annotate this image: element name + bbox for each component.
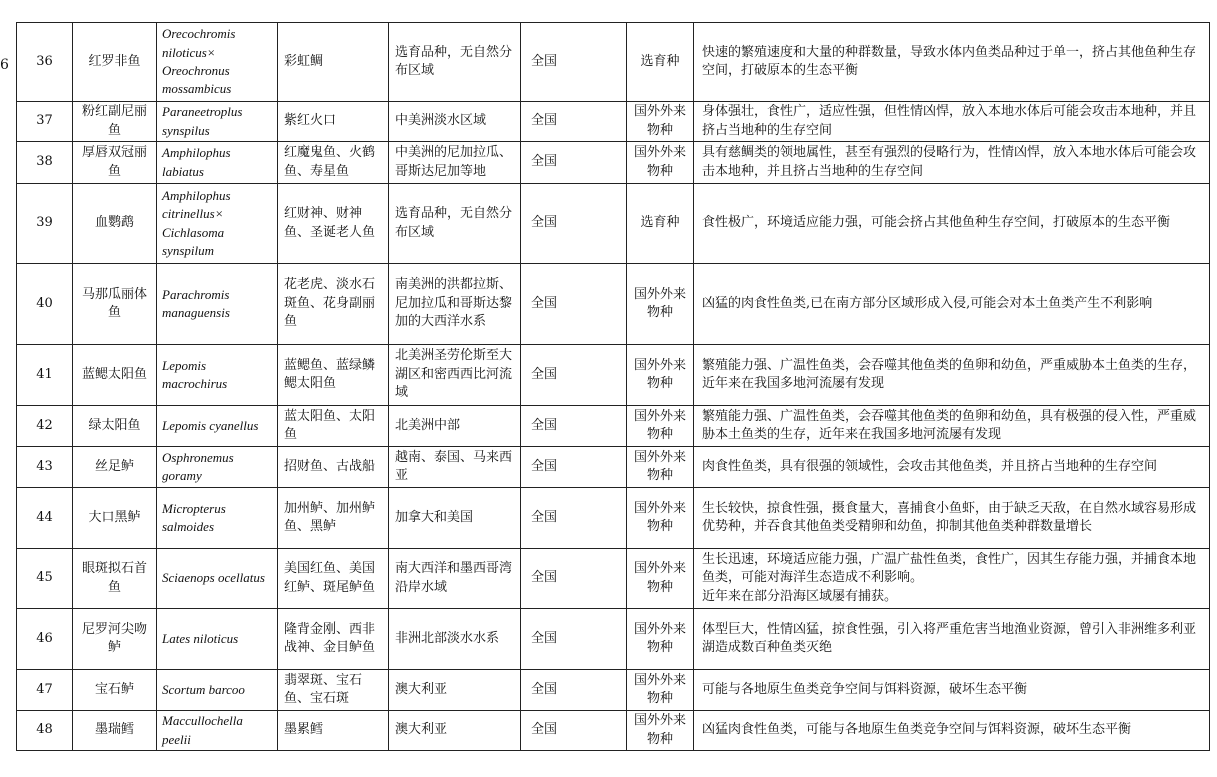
distribution: 全国 bbox=[521, 184, 627, 264]
common-alias: 红魔鬼鱼、火鹤鱼、寿星鱼 bbox=[278, 142, 389, 184]
table-row bbox=[17, 184, 1210, 264]
table-row bbox=[17, 488, 1210, 549]
native-range: 越南、泰国、马来西亚 bbox=[389, 447, 521, 488]
distribution: 全国 bbox=[521, 711, 627, 751]
native-range: 中美洲的尼加拉瓜、哥斯达尼加等地 bbox=[389, 142, 521, 184]
row-number: 45 bbox=[17, 549, 73, 609]
native-range: 南美洲的洪都拉斯、尼加拉瓜和哥斯达黎加的大西洋水系 bbox=[389, 264, 521, 345]
row-number: 47 bbox=[17, 670, 73, 711]
species-type: 国外外来物种 bbox=[627, 102, 694, 142]
row-number: 37 bbox=[17, 102, 73, 142]
species-type: 国外外来物种 bbox=[627, 264, 694, 345]
species-type: 国外外来物种 bbox=[627, 345, 694, 406]
common-alias: 翡翠斑、宝石鱼、宝石斑 bbox=[278, 670, 389, 711]
common-alias: 蓝鳃鱼、蓝绿鳞鳃太阳鱼 bbox=[278, 345, 389, 406]
native-range: 选育品种，无自然分布区域 bbox=[389, 23, 521, 102]
invasive-species-table bbox=[16, 22, 1210, 751]
row-number: 43 bbox=[17, 447, 73, 488]
row-number: 36 bbox=[17, 23, 73, 102]
scientific-name: Osphronemus goramy bbox=[157, 447, 278, 488]
species-type: 国外外来物种 bbox=[627, 142, 694, 184]
chinese-name: 大口黑鲈 bbox=[73, 488, 157, 549]
chinese-name: 粉红副尼丽鱼 bbox=[73, 102, 157, 142]
row-number: 39 bbox=[17, 184, 73, 264]
chinese-name: 厚唇双冠丽鱼 bbox=[73, 142, 157, 184]
table-row bbox=[17, 609, 1210, 670]
native-range: 中美洲淡水区域 bbox=[389, 102, 521, 142]
common-alias: 蓝太阳鱼、太阳鱼 bbox=[278, 406, 389, 447]
scientific-name: Parachromis managuensis bbox=[157, 264, 278, 345]
table-row bbox=[17, 549, 1210, 609]
distribution: 全国 bbox=[521, 549, 627, 609]
impact-description: 食性极广，环境适应能力强，可能会挤占其他鱼种生存空间，打破原本的生态平衡 bbox=[694, 184, 1210, 264]
common-alias: 紫红火口 bbox=[278, 102, 389, 142]
table-row bbox=[17, 406, 1210, 447]
distribution: 全国 bbox=[521, 488, 627, 549]
chinese-name: 丝足鲈 bbox=[73, 447, 157, 488]
native-range: 澳大利亚 bbox=[389, 670, 521, 711]
distribution: 全国 bbox=[521, 142, 627, 184]
row-number: 38 bbox=[17, 142, 73, 184]
impact-description: 肉食性鱼类，具有很强的领域性，会攻击其他鱼类，并且挤占当地种的生存空间 bbox=[694, 447, 1210, 488]
chinese-name: 红罗非鱼 bbox=[73, 23, 157, 102]
row-number: 40 bbox=[17, 264, 73, 345]
species-type: 选育种 bbox=[627, 184, 694, 264]
row-number: 41 bbox=[17, 345, 73, 406]
impact-description: 繁殖能力强、广温性鱼类，会吞噬其他鱼类的鱼卵和幼鱼，具有极强的侵入性，严重威胁本土鱼类的生存，近年来在我国多地河流屡有发现 bbox=[694, 406, 1210, 447]
common-alias: 隆背金刚、西非战神、金目鲈鱼 bbox=[278, 609, 389, 670]
impact-description-note: 近年来在部分沿海区域屡有捕获。 bbox=[702, 588, 898, 604]
impact-description: 生长较快，掠食性强，摄食量大，喜捕食小鱼虾，由于缺乏天敌，在自然水域容易形成优势种，并吞食其他鱼类受精卵和幼鱼，抑制其他鱼类种群数量增长 bbox=[694, 488, 1210, 549]
chinese-name: 墨瑞鳕 bbox=[73, 711, 157, 751]
impact-description: 体型巨大，性情凶猛，掠食性强，引入将严重危害当地渔业资源，曾引入非洲维多利亚湖造成数百种鱼类灭绝 bbox=[694, 609, 1210, 670]
row-number: 42 bbox=[17, 406, 73, 447]
scientific-name: Amphilophus citrinellus× Cichlasoma synspilum bbox=[157, 184, 278, 264]
row-number: 44 bbox=[17, 488, 73, 549]
impact-description bbox=[694, 549, 1210, 609]
scientific-name: Micropterus salmoides bbox=[157, 488, 278, 549]
common-alias: 彩虹鲷 bbox=[278, 23, 389, 102]
species-type: 选育种 bbox=[627, 23, 694, 102]
native-range: 北美洲圣劳伦斯至大湖区和密西西比河流域 bbox=[389, 345, 521, 406]
table-row bbox=[17, 23, 1210, 102]
species-type: 国外外来物种 bbox=[627, 549, 694, 609]
species-type: 国外外来物种 bbox=[627, 670, 694, 711]
common-alias: 花老虎、淡水石斑鱼、花身副丽鱼 bbox=[278, 264, 389, 345]
chinese-name: 血鹦鹉 bbox=[73, 184, 157, 264]
table-row bbox=[17, 142, 1210, 184]
distribution: 全国 bbox=[521, 670, 627, 711]
table-row bbox=[17, 670, 1210, 711]
row-number: 48 bbox=[17, 711, 73, 751]
impact-description: 可能与各地原生鱼类竞争空间与饵料资源，破坏生态平衡 bbox=[694, 670, 1210, 711]
common-alias: 美国红鱼、美国红鲈、斑尾鲈鱼 bbox=[278, 549, 389, 609]
table-row bbox=[17, 711, 1210, 751]
common-alias: 加州鲈、加州鲈鱼、黑鲈 bbox=[278, 488, 389, 549]
scientific-name: Orecochromis niloticus× Oreochronus mossambicus bbox=[157, 23, 278, 102]
native-range: 澳大利亚 bbox=[389, 711, 521, 751]
chinese-name: 宝石鲈 bbox=[73, 670, 157, 711]
chinese-name: 蓝鳃太阳鱼 bbox=[73, 345, 157, 406]
native-range: 加拿大和美国 bbox=[389, 488, 521, 549]
native-range: 北美洲中部 bbox=[389, 406, 521, 447]
species-type: 国外外来物种 bbox=[627, 609, 694, 670]
distribution: 全国 bbox=[521, 102, 627, 142]
common-alias: 墨累鳕 bbox=[278, 711, 389, 751]
impact-description: 具有慈鲷类的领地属性，甚至有强烈的侵略行为，性情凶悍，放入本地水体后可能会攻击本地种，并且挤占当地种的生存空间 bbox=[694, 142, 1210, 184]
distribution: 全国 bbox=[521, 264, 627, 345]
chinese-name: 绿太阳鱼 bbox=[73, 406, 157, 447]
table-row bbox=[17, 264, 1210, 345]
native-range: 南大西洋和墨西哥湾沿岸水域 bbox=[389, 549, 521, 609]
chinese-name: 尼罗河尖吻鲈 bbox=[73, 609, 157, 670]
impact-description: 身体强壮，食性广，适应性强，但性情凶悍，放入本地水体后可能会攻击本地种，并且挤占当地种的生存空间 bbox=[694, 102, 1210, 142]
scientific-name: Lepomis cyanellus bbox=[157, 406, 278, 447]
row-number: 46 bbox=[17, 609, 73, 670]
table-row bbox=[17, 102, 1210, 142]
species-type: 国外外来物种 bbox=[627, 711, 694, 751]
table-row bbox=[17, 345, 1210, 406]
distribution: 全国 bbox=[521, 609, 627, 670]
scientific-name: Maccullochella peelii bbox=[157, 711, 278, 751]
chinese-name: 马那瓜丽体鱼 bbox=[73, 264, 157, 345]
scientific-name: Scortum barcoo bbox=[157, 670, 278, 711]
scientific-name: Paraneetroplus synspilus bbox=[157, 102, 278, 142]
page-edge-glyph: 6 bbox=[0, 57, 9, 73]
species-type: 国外外来物种 bbox=[627, 488, 694, 549]
common-alias: 红财神、财神鱼、圣诞老人鱼 bbox=[278, 184, 389, 264]
species-type: 国外外来物种 bbox=[627, 447, 694, 488]
species-type: 国外外来物种 bbox=[627, 406, 694, 447]
distribution: 全国 bbox=[521, 447, 627, 488]
scientific-name: Amphilophus labiatus bbox=[157, 142, 278, 184]
scientific-name: Lates niloticus bbox=[157, 609, 278, 670]
native-range: 选育品种，无自然分布区域 bbox=[389, 184, 521, 264]
native-range: 非洲北部淡水水系 bbox=[389, 609, 521, 670]
scientific-name: Sciaenops ocellatus bbox=[157, 549, 278, 609]
distribution: 全国 bbox=[521, 23, 627, 102]
distribution: 全国 bbox=[521, 345, 627, 406]
chinese-name: 眼斑拟石首鱼 bbox=[73, 549, 157, 609]
common-alias: 招财鱼、古战船 bbox=[278, 447, 389, 488]
table-row bbox=[17, 447, 1210, 488]
impact-description: 凶猛的肉食性鱼类,已在南方部分区域形成入侵,可能会对本土鱼类产生不利影响 bbox=[694, 264, 1210, 345]
impact-description: 繁殖能力强、广温性鱼类，会吞噬其他鱼类的鱼卵和幼鱼，严重威胁本土鱼类的生存，近年来在我国多地河流屡有发现 bbox=[694, 345, 1210, 406]
impact-description: 凶猛肉食性鱼类，可能与各地原生鱼类竞争空间与饵料资源，破坏生态平衡 bbox=[694, 711, 1210, 751]
scientific-name: Lepomis macrochirus bbox=[157, 345, 278, 406]
impact-description: 快速的繁殖速度和大量的种群数量，导致水体内鱼类品种过于单一，挤占其他鱼种生存空间，打破原本的生态平衡 bbox=[694, 23, 1210, 102]
distribution: 全国 bbox=[521, 406, 627, 447]
impact-description-line: 生长迅速，环境适应能力强，广温广盐性鱼类，食性广，因其生存能力强，并捕食本地鱼类，可能对海洋生态造成不利影响。 bbox=[702, 551, 1197, 586]
